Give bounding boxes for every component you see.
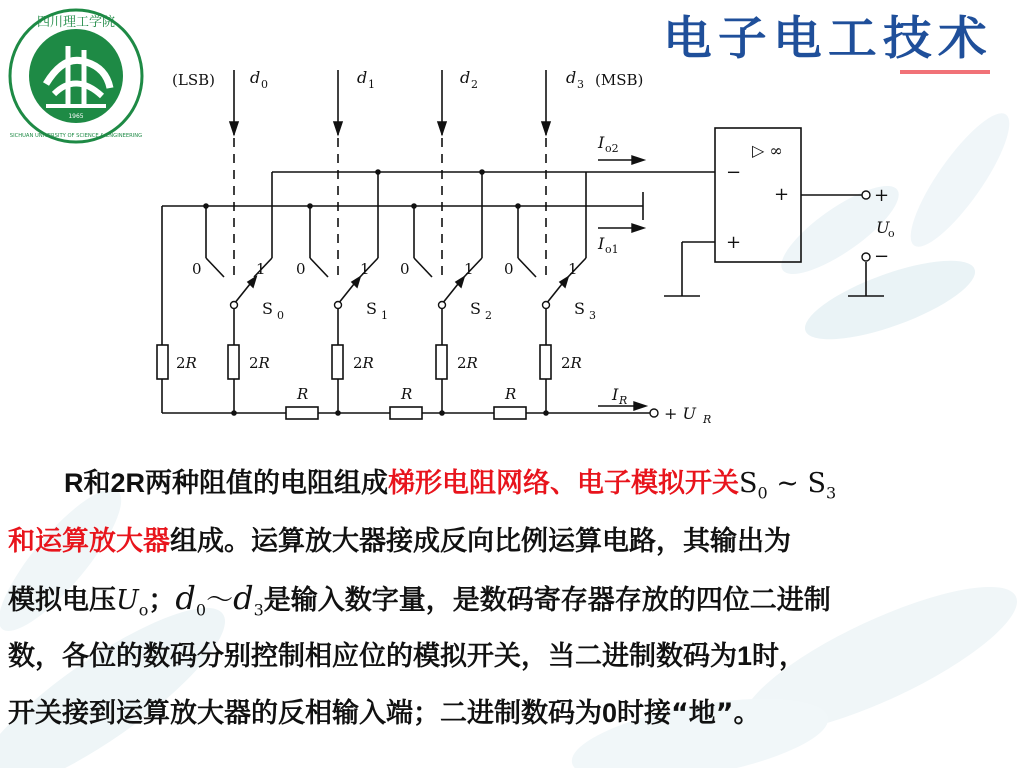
svg-text:R: R: [297, 385, 309, 403]
svg-text:R: R: [703, 413, 712, 426]
input-d3-label: [566, 68, 584, 91]
svg-text:0: 0: [400, 260, 410, 278]
input-d0-label: [250, 68, 268, 91]
input-d2-label: [460, 68, 478, 91]
lsb-label: (LSB): [172, 71, 215, 89]
svg-text:1: 1: [368, 78, 375, 91]
svg-text:U: U: [876, 218, 890, 237]
current-io1-label: [597, 234, 619, 256]
svg-text:3: 3: [589, 309, 596, 322]
header-title: 电子电工技术: [663, 11, 993, 65]
svg-text:0: 0: [504, 260, 514, 278]
current-ir-label: [611, 385, 627, 407]
svg-text:d: d: [250, 68, 261, 87]
description-paragraph: [8, 455, 1018, 743]
current-arrows: [598, 156, 646, 410]
switch-position-labels: [192, 260, 578, 278]
svg-text:2: 2: [471, 78, 478, 91]
opamp-output-sign: +: [774, 184, 790, 205]
svg-text:1: 1: [381, 309, 388, 322]
resistor-r-labels: [296, 385, 516, 403]
svg-text:2R: 2R: [249, 354, 270, 372]
logo-top-text: 四川理工学院: [36, 15, 116, 30]
output-voltage-symbol: U: [116, 585, 139, 616]
svg-text:2: 2: [485, 309, 492, 322]
highlight-opamp: 和运算放大器: [8, 525, 170, 557]
svg-text:0: 0: [296, 260, 306, 278]
logo-ring-text: SICHUAN UNIVERSITY OF SCIENCE & ENGINEERING: [9, 133, 143, 139]
svg-text:1: 1: [464, 260, 474, 278]
svg-text:0: 0: [261, 78, 268, 91]
description-line-5: 开关接到运算放大器的反相输入端；二进制数码为0时接“地”。: [8, 698, 761, 729]
svg-text:S: S: [366, 299, 377, 318]
svg-text:d: d: [566, 68, 577, 87]
output-minus-sign: −: [874, 246, 890, 267]
svg-text:S: S: [470, 299, 481, 318]
svg-text:I: I: [598, 234, 605, 253]
svg-text:2R: 2R: [176, 354, 197, 372]
input-range-start: d: [175, 579, 196, 617]
description-line-2: 和运算放大器组成。运算放大器接成反向比例运算电路，其输出为: [8, 525, 791, 557]
switch-s0-label: [262, 299, 284, 322]
highlight-ladder-switch: 梯形电阻网络、电子模拟开关: [388, 468, 740, 499]
input-range-end: d: [233, 579, 254, 617]
svg-text:2R: 2R: [457, 354, 478, 372]
svg-text:S: S: [574, 299, 585, 318]
msb-label: (MSB): [595, 71, 644, 89]
switch-range-end: S: [807, 468, 826, 499]
current-io2-label: [597, 133, 619, 155]
svg-text:o1: o1: [605, 243, 619, 256]
svg-text:o2: o2: [605, 142, 619, 155]
logo-year: 1965: [68, 113, 84, 120]
svg-text:d: d: [460, 68, 471, 87]
description-line-4: 数，各位的数码分别控制相应位的模拟开关，当二进制数码为1时，: [8, 640, 807, 672]
svg-text:0: 0: [192, 260, 202, 278]
svg-text:o: o: [888, 227, 895, 240]
svg-text:+ U: + U: [664, 404, 696, 423]
opamp-noninverting-sign: +: [726, 232, 742, 253]
svg-text:1: 1: [256, 260, 266, 278]
header-title-banner: [655, 6, 1000, 68]
svg-text:2R: 2R: [353, 354, 374, 372]
university-logo: [6, 6, 146, 146]
r-2r-dac-circuit-diagram: [150, 60, 895, 430]
svg-text:1: 1: [568, 260, 578, 278]
reference-voltage-label: [664, 404, 711, 426]
switch-range-start: S: [739, 468, 758, 499]
opamp-symbol: ▷ ∞: [752, 141, 783, 160]
output-plus-sign: +: [874, 185, 890, 206]
description-line-1: R和2R两种阻值的电阻组成梯形电阻网络、电子模拟开关$S_0$ ~ $S_3$: [64, 468, 837, 503]
switch-s2-label: [470, 299, 492, 322]
opamp-inverting-sign: −: [726, 162, 742, 183]
svg-text:2R: 2R: [561, 354, 582, 372]
svg-text:R: R: [619, 394, 628, 407]
svg-text:R: R: [401, 385, 413, 403]
svg-text:I: I: [598, 133, 605, 152]
description-line-3: 模拟电压$U_o$；$d_0\sim d_3$是输入数字量，是数码寄存器存放的四位二进制: [8, 579, 831, 620]
svg-text:R: R: [505, 385, 517, 403]
svg-text:1: 1: [360, 260, 370, 278]
svg-text:d: d: [357, 68, 368, 87]
input-d1-label: [357, 68, 375, 91]
svg-text:3: 3: [577, 78, 584, 91]
svg-text:S: S: [262, 299, 273, 318]
svg-text:0: 0: [277, 309, 284, 322]
switch-s1-label: [366, 299, 388, 322]
svg-text:I: I: [612, 385, 619, 404]
switch-s3-label: [574, 299, 596, 322]
